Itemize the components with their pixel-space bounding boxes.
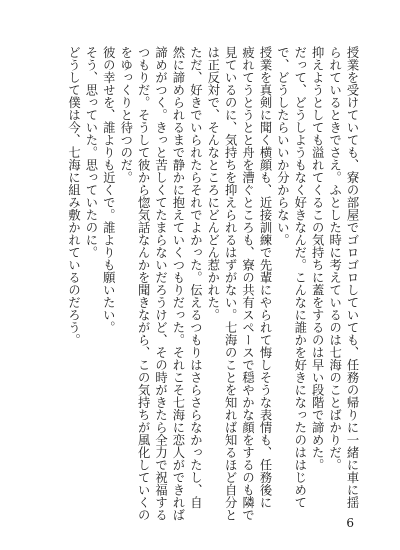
text-line: 授業を真剣に聞く横顔も、近接訓練で先輩にやられて悔しそうな表情も、任務後に <box>257 46 272 509</box>
text-line: そう、思っていた。思っていたのに。 <box>83 46 98 259</box>
text-line: 諦めがつく。きっと苦しくてたまらないだろうけど、その時がきたら全力で祝福する <box>153 46 168 521</box>
text-line: 見ているのに、気持ちを抑えられるはずがない。七海のことを知れば知るほど自分と <box>223 46 238 521</box>
text-line: 授業を受けていても、寮の部屋でゴロゴロしていても、任務の帰りに一緒に車に揺 <box>345 46 359 509</box>
text-line: どうして僕は今、七海に組み敷かれているのだろう。 <box>66 46 81 346</box>
text-line: 彼の幸せを、誰よりも近くで。誰よりも願いたい。 <box>101 46 116 334</box>
text-line: ただ、好きでいられたらそれでよかった。伝えるつもりはさらさらなかったし、自 <box>188 46 203 509</box>
text-line: 然に諦められるまで静かに抱えていくつもりだった。それこそ七海に恋人ができれば <box>170 46 185 521</box>
text-line: 疲れてうとうとと舟を漕ぐところも、寮の共有スペースで穏やかな顔をするのも隣で <box>240 46 255 521</box>
text-line: 抑えようとしても溢れてくるこの気持ちに蓋をするのは早い段階で諦めた。 <box>310 46 325 471</box>
text-line: で、どうしたらいいか分からない。 <box>275 46 290 246</box>
text-line: は正反対で、そんなところにどんどん惹かれた。 <box>205 46 220 321</box>
page-number: 6 <box>346 516 354 530</box>
text-line: だって、どうしようもなく好きなんだ。こんなに誰かを好きになったのははじめて <box>292 46 307 509</box>
text-line: つもりだ。そうして彼から惚気話なんかを聞きながら、この気持ちが風化していくの <box>136 46 151 521</box>
text-line: られているときでさえ。ふとした時に考えているのは七海のことばかりだ。 <box>327 46 342 471</box>
text-line: をゆっくりと待つのだ。 <box>118 46 133 184</box>
body-text <box>64 46 360 521</box>
